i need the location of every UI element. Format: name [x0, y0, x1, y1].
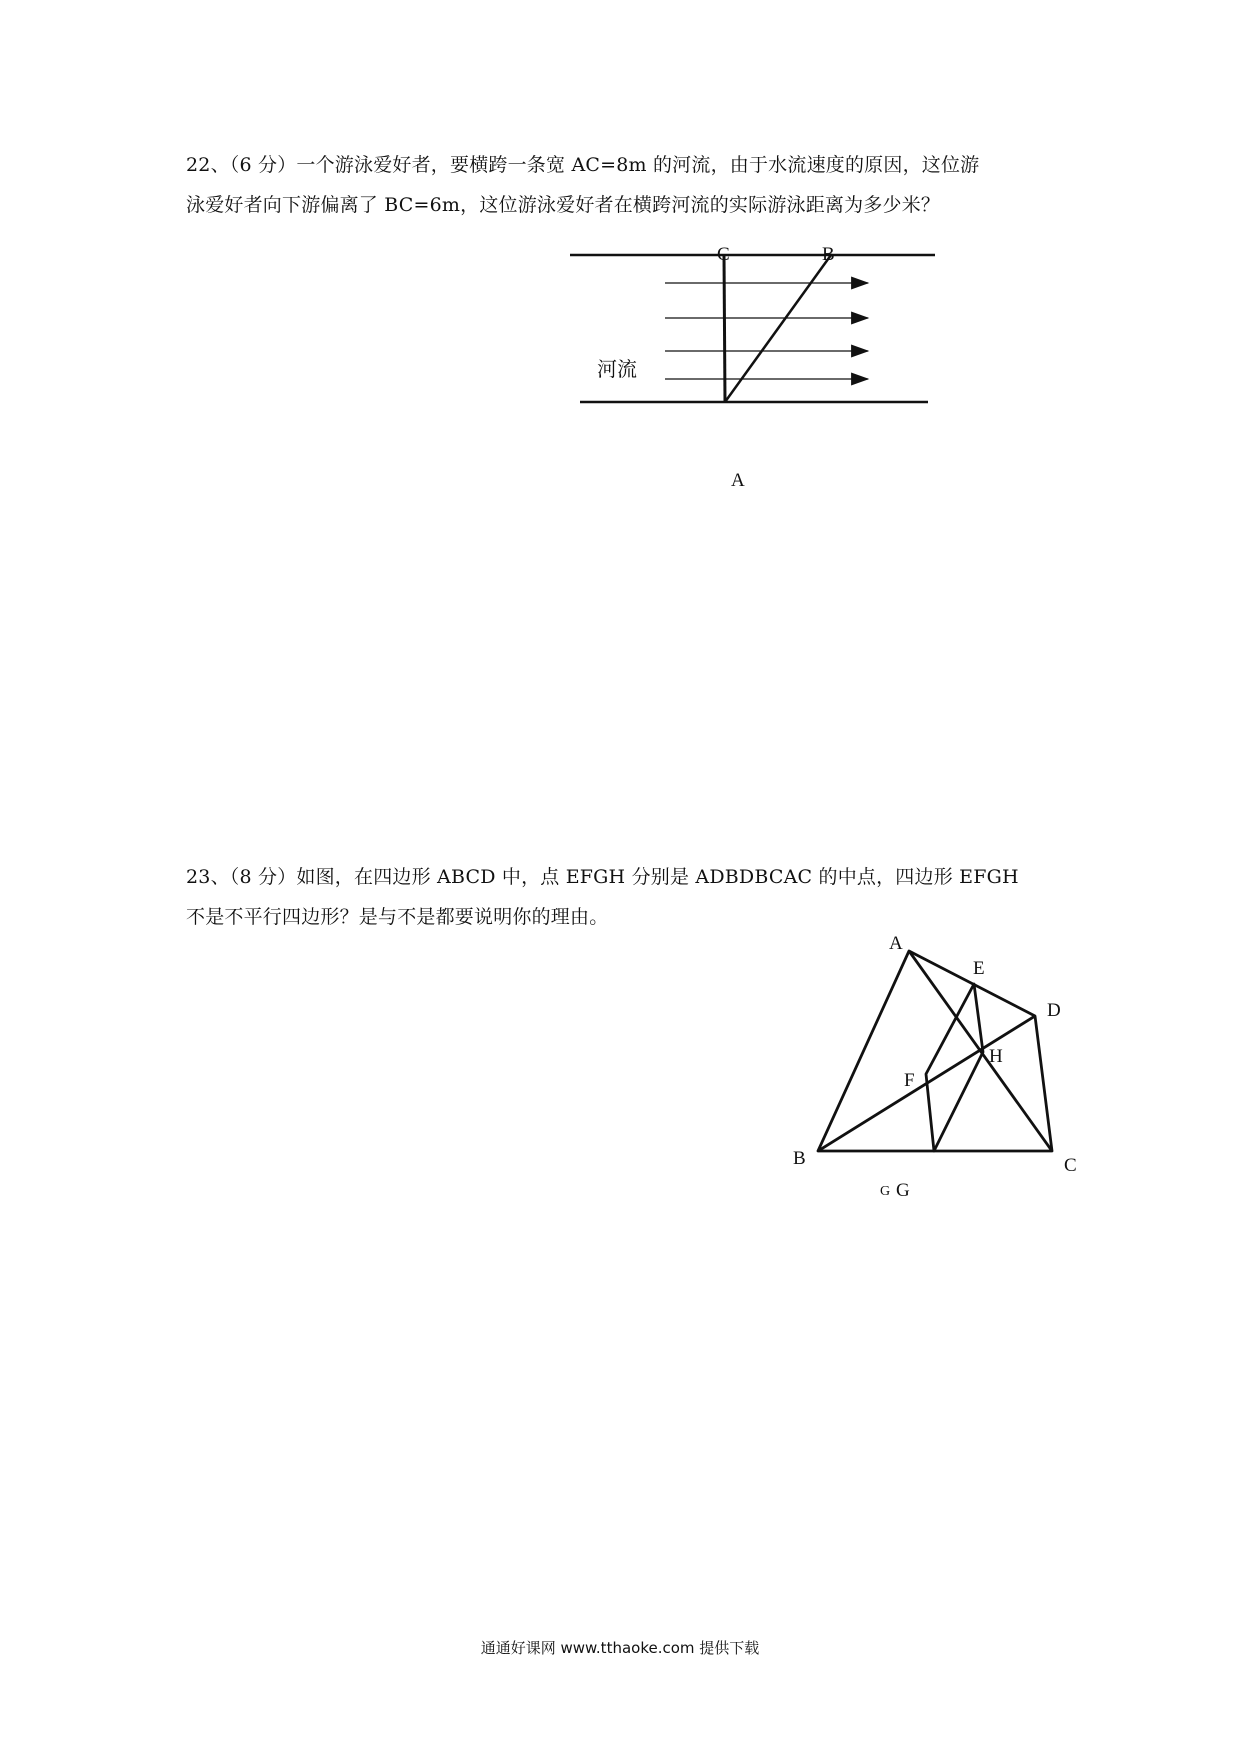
quad-label-f: F — [904, 1070, 915, 1091]
q23-text-line1: 23、（8 分）如图，在四边形 ABCD 中，点 EFGH 分别是 ADBDBCAC 的中点，四边形 EFGH — [186, 866, 1019, 888]
q22-text-line1: 22、（6 分）一个游泳爱好者，要横跨一条宽 AC=8m 的河流，由于水流速度的原因，这位游 — [186, 154, 980, 176]
segment-ab — [725, 255, 831, 402]
quad-label-a: A — [889, 933, 903, 954]
q22-text-line2: 泳爱好者向下游偏离了 BC=6m，这位游泳爱好者在横跨河流的实际游泳距离为多少米？ — [186, 194, 941, 216]
quad-label-e: E — [973, 958, 985, 979]
quad-label-h: H — [989, 1046, 1003, 1067]
quad-label-g-small: G — [880, 1184, 891, 1199]
quadrilateral-efgh — [926, 984, 983, 1151]
quad-label-c: C — [1064, 1155, 1077, 1176]
point-label-b: B — [822, 244, 835, 265]
river-label: 河流 — [597, 357, 637, 381]
segment-ac — [724, 255, 725, 402]
quad-label-b: B — [793, 1148, 806, 1169]
quad-label-d: D — [1047, 1000, 1061, 1021]
diagonal-ac — [909, 951, 1052, 1151]
point-label-a: A — [731, 470, 745, 491]
page-footer: 通通好课网 www.tthaoke.com 提供下载 — [480, 1639, 760, 1657]
q23-text-line2: 不是不平行四边形？是与不是都要说明你的理由。 — [186, 906, 609, 928]
quad-label-g: G — [896, 1180, 910, 1201]
point-label-c: C — [717, 244, 730, 265]
diagonal-bd — [818, 1016, 1035, 1151]
quadrilateral-abcd — [818, 951, 1052, 1151]
river-diagram — [560, 215, 960, 455]
